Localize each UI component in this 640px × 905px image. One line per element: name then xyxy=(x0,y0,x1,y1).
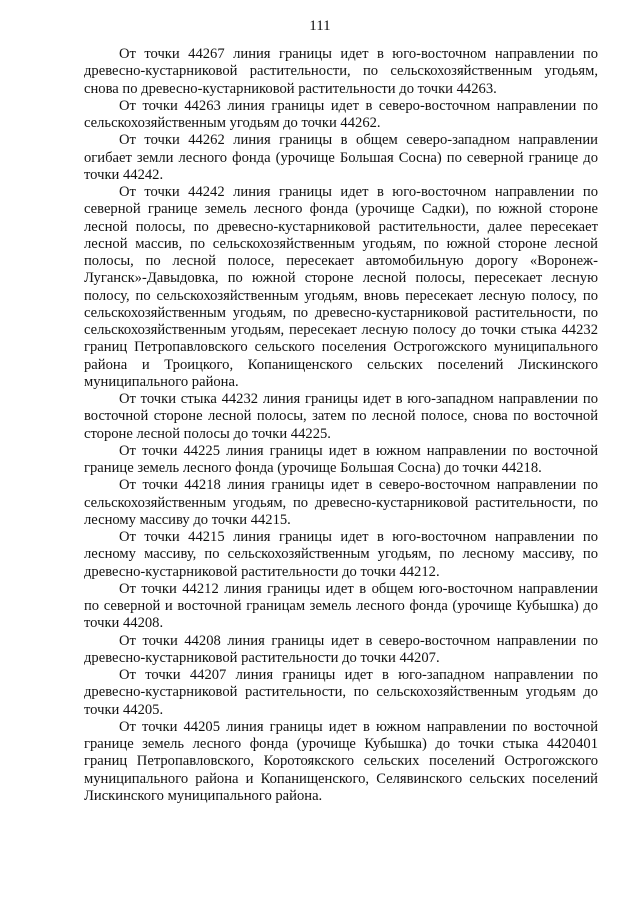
paragraph-4: От точки 44242 линия границы идет в юго-восточном направлении по северной границе земель лесного фонда (урочище Садки), по южной стороне лесной полосы, по древесно-кустарниковой растительности, далее пересекает лесной массив, по сельскохозяйственным угодьям, по южной стороне лесной полосы, по лесной полосе, пересекает автомобильную дорогу «Воронеж-Луганск»-Давыдовка, по южной стороне лесной полосы, пересекает лесную полосу, по сельскохозяйственным угодьям, вновь пересекает лесную полосу, по сельскохозяйственным угодьям, по древесно-кустарниковой растительности, по сельскохозяйственным угодьям, пересекает лесную полосу до точки стыка 44232 границ Петропавловского сельского поселения Острогожского муниципального района и Троицкого, Копанищенского сельских поселений Лискинского муниципального района. xyxy=(84,184,598,390)
paragraph-2: От точки 44263 линия границы идет в северо-восточном направлении по сельскохозяйственным угодьям до точки 44262. xyxy=(84,97,598,131)
paragraph-5: От точки стыка 44232 линия границы идет в юго-западном направлении по восточной стороне лесной полосы, затем по лесной полосе, снова по восточной стороне лесной полосы до точки 44225. xyxy=(84,391,598,442)
paragraph-1: От точки 44267 линия границы идет в юго-восточном направлении по древесно-кустарниковой растительности, по сельскохозяйственным угодьям, снова по древесно-кустарниковой растительности до точки 44263. xyxy=(84,46,598,97)
paragraph-8: От точки 44215 линия границы идет в юго-восточном направлении по лесному массиву, по сельскохозяйственным угодьям, по лесному массиву, по древесно-кустарниковой растительности до точки 44212. xyxy=(84,529,598,580)
paragraph-11: От точки 44207 линия границы идет в юго-западном направлении по древесно-кустарниковой растительности, по сельскохозяйственным угодьям до точки 44205. xyxy=(84,667,598,718)
page-number: 111 xyxy=(309,18,331,34)
paragraph-10: От точки 44208 линия границы идет в северо-восточном направлении по древесно-кустарниковой растительности до точки 44207. xyxy=(84,632,598,666)
paragraph-3: От точки 44262 линия границы в общем северо-западном направлении огибает земли лесного фонда (урочище Большая Сосна) по северной границе до точки 44242. xyxy=(84,132,598,183)
paragraph-9: От точки 44212 линия границы идет в общем юго-восточном направлении по северной и восточной границам земель лесного фонда (урочище Кубышка) до точки 44208. xyxy=(84,580,598,632)
paragraph-12: От точки 44205 линия границы идет в южном направлении по восточной границе земель лесного фонда (урочище Кубышка) до точки стыка 4420401 границ Петропавловского, Коротоякского сельских поселений Острогожского муниципального района и Копанищенского, Селявинского сельских поселений Лискинского муниципального района. xyxy=(84,718,598,804)
document-body xyxy=(84,46,598,805)
paragraph-7: От точки 44218 линия границы идет в северо-восточном направлении по сельскохозяйственным угодьям, по древесно-кустарниковой растительности, по лесному массиву до точки 44215. xyxy=(84,477,598,528)
paragraph-6: От точки 44225 линия границы идет в южном направлении по восточной границе земель лесного фонда (урочище Большая Сосна) до точки 44218. xyxy=(84,442,598,476)
